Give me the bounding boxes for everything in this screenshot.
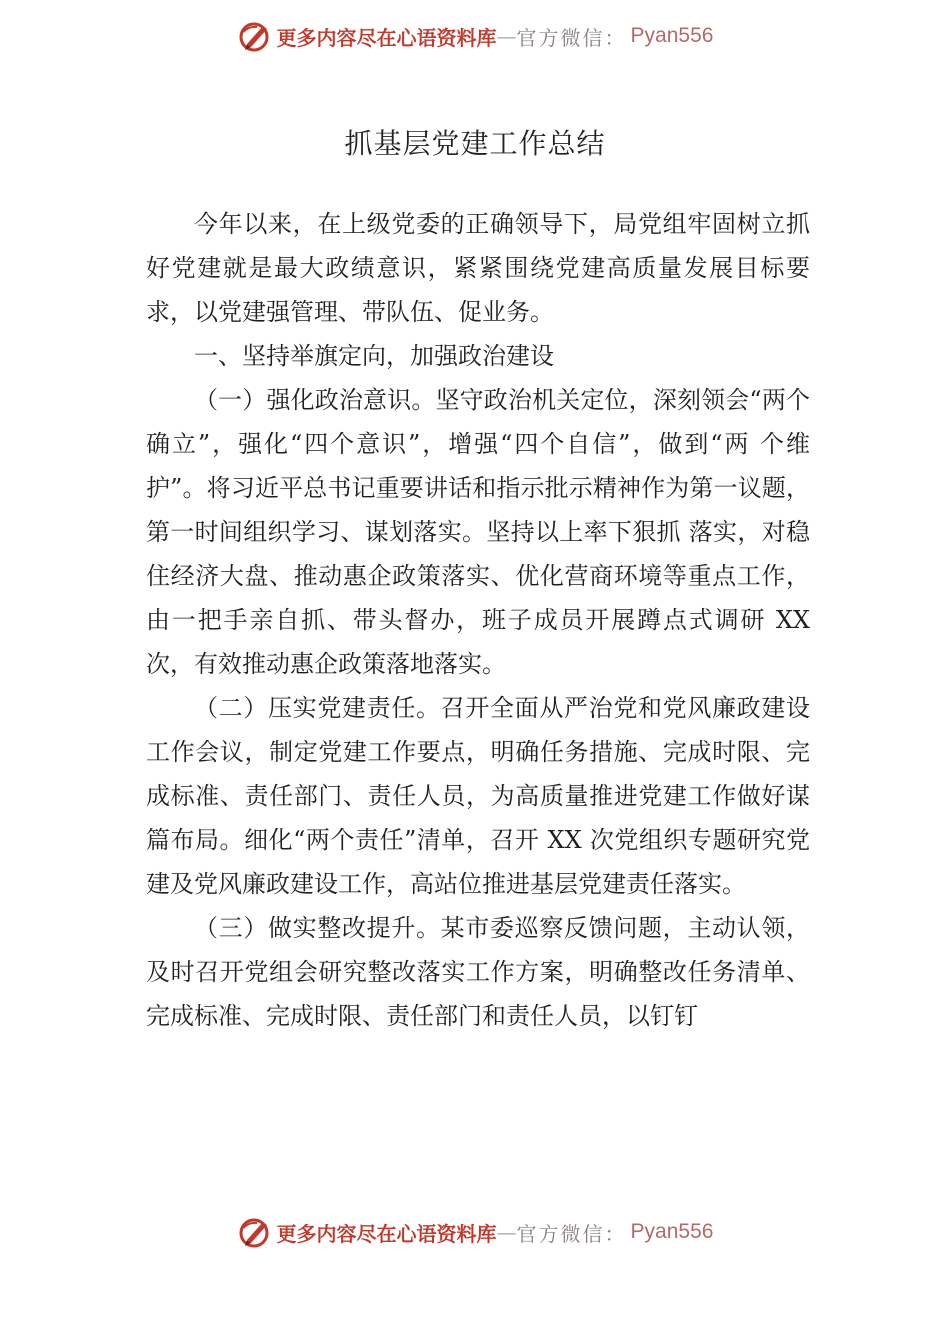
- footer-watermark: [0, 1212, 950, 1252]
- watermark-separator: —: [496, 24, 517, 48]
- pen-logo-icon: [237, 18, 273, 54]
- watermark-wechat-id: Pyan556: [630, 24, 714, 47]
- paragraph-item-3: （三）做实整改提升。某市委巡察反馈问题，主动认领，及时召开党组会研究整改落实工作方案，明确整改任务清单、完成标准、完成时限、责任部门和责任人员，以钉钉: [146, 914, 810, 1030]
- watermark-main-text: 更多内容尽在心语资料库: [276, 1221, 497, 1246]
- document-body: [146, 202, 810, 1038]
- document-title: 抓基层党建工作总结: [344, 127, 606, 160]
- watermark-main-text: 更多内容尽在心语资料库: [276, 25, 497, 50]
- watermark-wechat-id: Pyan556: [630, 1220, 714, 1243]
- paragraph-item-2: （二）压实党建责任。召开全面从严治党和党风廉政建设工作会议，制定党建工作要点，明确任务措施、完成时限、完成标准、责任部门、责任人员，为高质量推进党建工作做好谋篇布局。细化“两个责任”清单，召开 XX 次党组织专题研究党建及党风廉政建设工作，高站位推进基层党建责任落实。: [146, 694, 810, 898]
- header-watermark: [0, 16, 950, 56]
- watermark-label: 官方微信：: [516, 1221, 627, 1246]
- pen-logo-icon: [237, 1214, 273, 1250]
- watermark-separator: —: [496, 1220, 517, 1244]
- section-heading-1: 一、坚持举旗定向，加强政治建设: [194, 342, 554, 370]
- paragraph-item-1: （一）强化政治意识。坚守政治机关定位，深刻领会“两个确立”，强化“四个意识”，增强“四个自信”，做到“两 个维护”。将习近平总书记重要讲话和指示批示精神作为第一议题，第一时间组织学习、谋划落实。坚持以上率下狠抓 落实，对稳住经济大盘、推动惠企政策落实、优化营商环境等重点工作，由一把手亲自抓、带头督办，班子成员开展蹲点式调研 XX 次，有效推动惠企政策落地落实。: [146, 386, 810, 678]
- paragraph-intro: 今年以来，在上级党委的正确领导下，局党组牢固树立抓好党建就是最大政绩意识，紧紧围绕党建高质量发展目标要求，以党建强管理、带队伍、促业务。: [146, 210, 810, 326]
- watermark-label: 官方微信：: [516, 25, 627, 50]
